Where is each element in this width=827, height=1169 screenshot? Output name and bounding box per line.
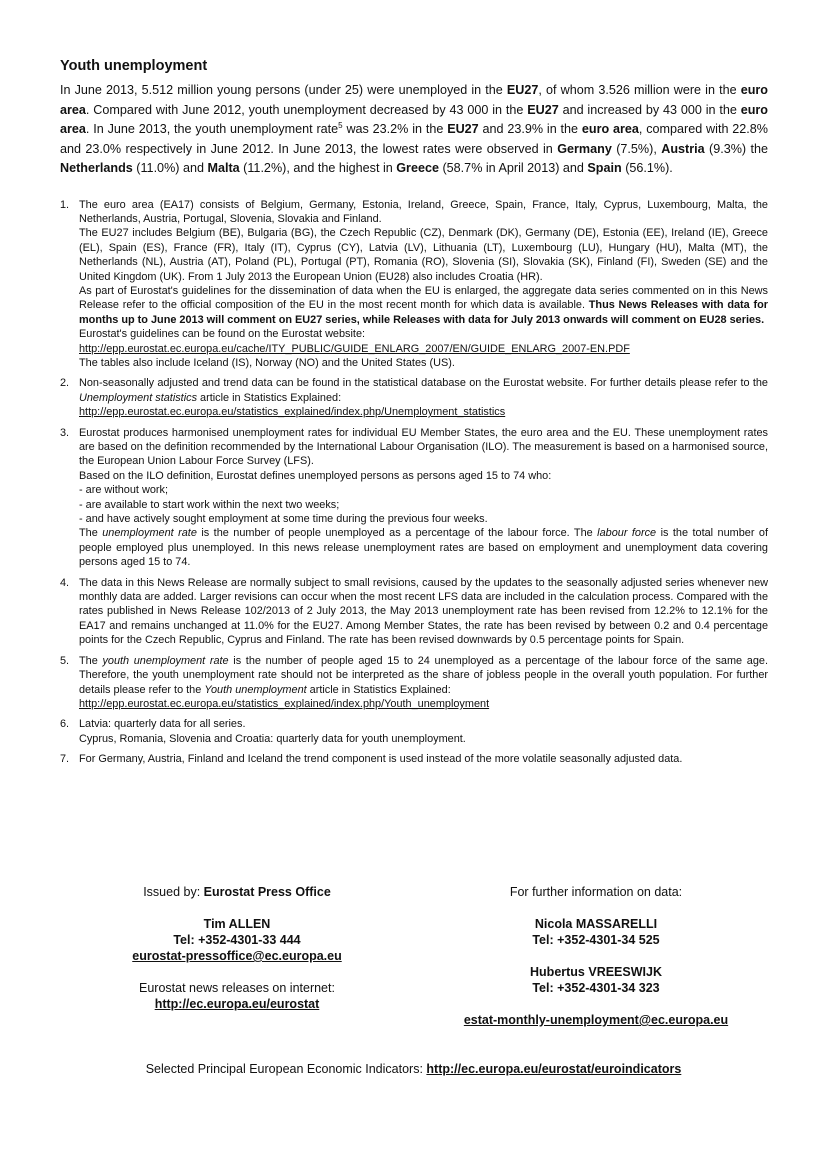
lead-bold: euro area [60,83,768,117]
issued-by-line [102,884,372,900]
footnote-text: The tables also include Iceland (IS), Norway (NO) and the United States (US). [79,356,455,369]
lead-text: (58.7% in April 2013) and [438,161,588,175]
footnote-text-part: The [79,527,103,540]
press-contact-name: Tim ALLEN [203,917,271,931]
footnote-ref[interactable]: 5 [338,121,343,130]
footnote-text: For Germany, Austria, Finland and Iceland the trend component is used instead of the more volatile seasonally adjusted data. [79,753,683,766]
further-info-label: For further information on data: [509,885,683,899]
footnote-text [79,284,768,327]
footnote-text: Based on the ILO definition, Eurostat defines unemployed persons as persons aged 15 to 74 who: [79,469,552,482]
footnote-text-part: Non-seasonally adjusted and trend data can be found in the statistical database on the Eurostat website. For further details please refer to the [79,377,768,390]
eurostat-website-link[interactable]: http://ec.europa.eu/eurostat [154,997,320,1011]
lead-bold: Greece [396,161,439,175]
footnote-italic-text: unemployment rate [102,527,197,540]
footnote-text-part: article in Statistics Explained: [306,683,451,696]
data-info-column [436,884,756,1028]
section-heading: Youth unemployment [60,58,208,74]
footnote-2 [60,376,768,419]
footnote-text-part: is the number of people unemployed as a percentage of the labour force. The [196,527,598,540]
lead-bold: euro area [60,102,768,136]
unemployment-statistics-link[interactable]: http://epp.eurostat.ec.europa.eu/statistics_explained/index.php/Unemployment_statistics [79,406,506,419]
footnote-italic-text: Unemployment statistics [79,391,198,404]
footnote-text [79,376,768,405]
press-office-email-link[interactable]: eurostat-pressoffice@ec.europa.eu [132,949,342,963]
lead-text: (9.3%) the [704,141,768,156]
footnote-text [79,654,768,697]
press-office-column [102,884,372,1012]
lead-text: and increased by 43 000 in the [558,102,741,117]
data-contact-name: Nicola MASSARELLI [534,917,658,931]
footnote-text-part: is the total number of people employed plus unemployed. In this news release unemployment rates are based on employment and unemployment data covering persons aged 15 to 74. [79,527,769,569]
footnote-italic-text: labour force [597,527,657,540]
lead-bold: Netherlands [60,161,133,175]
footnote-text: Eurostat produces harmonised unemployment rates for individual EU Member States, the euro area and the EU. These unemployment rates are based on the definition recommended by the International Labour Organisation (ILO). The measurement is based on a harmonised source, the European Union Labour Force Survey (LFS). [79,426,768,468]
footnote-bullet: - are without work; [79,484,168,497]
footnote-text: The EU27 includes Belgium (BE), Bulgaria (BG), the Czech Republic (CZ), Denmark (DK), Germany (DE), Estonia (EE), Ireland (IE), Greece (EL), Spain (ES), France (FR), Italy (IT), Cyprus (CY), Latvia (LV), Lithuania (LT), Luxembourg (LU), Hungary (HU), Malta (MT), the Netherlands (NL), Austria (AT), Poland (PL), Portugal (PT), Romania (RO), Slovenia (SI), Slovakia (SK), Finland (FI), Sweden (SE) and the United Kingdom (UK). From 1 July 2013 the European Union (EU28) also includes Croatia (HR). [79,227,768,283]
lead-bold: Austria [661,141,705,156]
footnote-number: 7. [60,753,70,766]
lead-bold: Germany [557,141,612,156]
lead-text: (7.5%), [611,141,662,156]
lead-bold: euro area [581,122,639,136]
footnote-text-part: article in Statistics Explained: [197,391,342,404]
footnote-3 [60,426,768,570]
footnote-text-part: The [79,654,103,667]
footnote-text [79,526,768,569]
lead-bold: Malta [207,161,240,175]
news-releases-label: Eurostat news releases on internet: [139,981,335,995]
lead-text: In June 2013, 5.512 million young persons (under 25) were unemployed in the [60,83,507,97]
footnote-number: 1. [60,198,70,211]
guidelines-link[interactable]: http://epp.eurostat.ec.europa.eu/cache/ITY_PUBLIC/GUIDE_ENLARG_2007/EN/GUIDE_ENLARG_2007-EN.PDF [79,342,630,355]
footnote-italic-text: youth unemployment rate [102,654,229,667]
data-contact-tel: Tel: +352-4301-34 323 [532,981,660,995]
footnote-number: 4. [60,576,70,589]
footnote-6 [60,717,768,746]
lead-text: . Compared with June 2012, youth unemployment decreased by 43 000 in the [85,102,528,117]
lead-text: and 23.9% in the [478,122,582,136]
unemployment-email-link[interactable]: estat-monthly-unemployment@ec.europa.eu [463,1013,729,1027]
lead-text: (56.1%). [621,161,673,175]
lead-text: (11.0%) and [132,161,208,175]
footnote-text: The euro area (EA17) consists of Belgium, Germany, Estonia, Ireland, Greece, Spain, France, Italy, Cyprus, Luxembourg, Malta, the Netherlands, Austria, Portugal, Slovenia, Slovakia and Finland. [79,198,768,225]
issued-by-label: Issued by: [143,885,204,899]
footnote-7 [60,752,768,766]
footnote-number: 6. [60,718,70,731]
press-contact-tel: Tel: +352-4301-33 444 [173,933,301,947]
footnote-bold-text: Thus News Releases with data for months up to June 2013 will comment on EU27 series, while Releases with data for July 2013 onwards will comment on EU28 series. [79,299,769,326]
euroindicators-link[interactable]: http://ec.europa.eu/eurostat/euroindicators [426,1062,682,1076]
footnote-bullet: - are available to start work within the next two weeks; [79,498,340,511]
lead-bold: Spain [587,161,622,175]
lead-text: (11.2%), and the highest in [239,161,397,175]
lead-paragraph [60,81,768,179]
footnote-number: 5. [60,654,70,667]
footnote-text-part: is the number of people aged 15 to 24 unemployed as a percentage of the labour force of the same age. Therefore, the youth unemployment rate should not be interpreted as the share of jobless people in the overall youth population. For further details please refer to the [79,654,768,696]
footnote-text: Cyprus, Romania, Slovenia and Croatia: quarterly data for youth unemployment. [79,732,466,745]
lead-bold: EU27 [447,122,479,136]
footnote-text: Latvia: quarterly data for all series. [79,718,246,731]
lead-text: , compared with 22.8% and 23.0% respectively in June 2012. In June 2013, the lowest rates were observed in [60,122,768,156]
euroindicators-line [0,1062,827,1076]
lead-text: . In June 2013, the youth unemployment rate [85,122,339,136]
footnote-4 [60,576,768,648]
footnote-bullet: - and have actively sought employment at some time during the previous four weeks. [79,513,488,526]
lead-bold: EU27 [527,102,559,117]
lead-text: , of whom 3.526 million were in the [538,83,741,97]
footnote-5 [60,654,768,712]
euroindicators-label: Selected Principal European Economic Indicators: [145,1062,427,1076]
lead-bold: EU27 [506,83,539,97]
issued-by-name: Eurostat Press Office [203,885,331,899]
footnote-text-part: As part of Eurostat's guidelines for the dissemination of data when the EU is enlarged, the aggregate data series commented on in this News Release refer to the official composition of the EU in the most recent month for which data is available. [79,284,768,312]
footnote-italic-text: Youth unemployment [204,683,307,696]
data-contact-tel: Tel: +352-4301-34 525 [532,933,660,947]
footnote-number: 3. [60,426,70,439]
data-contact-name: Hubertus VREESWIJK [530,965,662,979]
lead-text: was 23.2% in the [342,122,448,136]
footnote-1 [60,198,768,371]
footnote-text: Eurostat's guidelines can be found on the Eurostat website: [79,328,366,341]
footnote-text: The data in this News Release are normally subject to small revisions, caused by the updates to the seasonally adjusted series whenever new monthly data are added. Larger revisions can occur when the most recent LFS data are included in the calculation process. Compared with the rates published in News Release 102/2013 of 2 July 2013, the May 2013 unemployment rate has been revised from 12.2% to 12.1% for the EA17 and remains unchanged at 11.0% for the EU27. Among Member States, the rate has been revised by between 0.2 and 0.4 percentage points for the Czech Republic, Cyprus and Finland. The rate has been revised downwards by 0.5 percentage points for Spain. [79,576,768,647]
youth-unemployment-link[interactable]: http://epp.eurostat.ec.europa.eu/statistics_explained/index.php/Youth_unemployment [79,697,490,710]
footnote-number: 2. [60,377,70,390]
footnotes-list [60,198,768,767]
